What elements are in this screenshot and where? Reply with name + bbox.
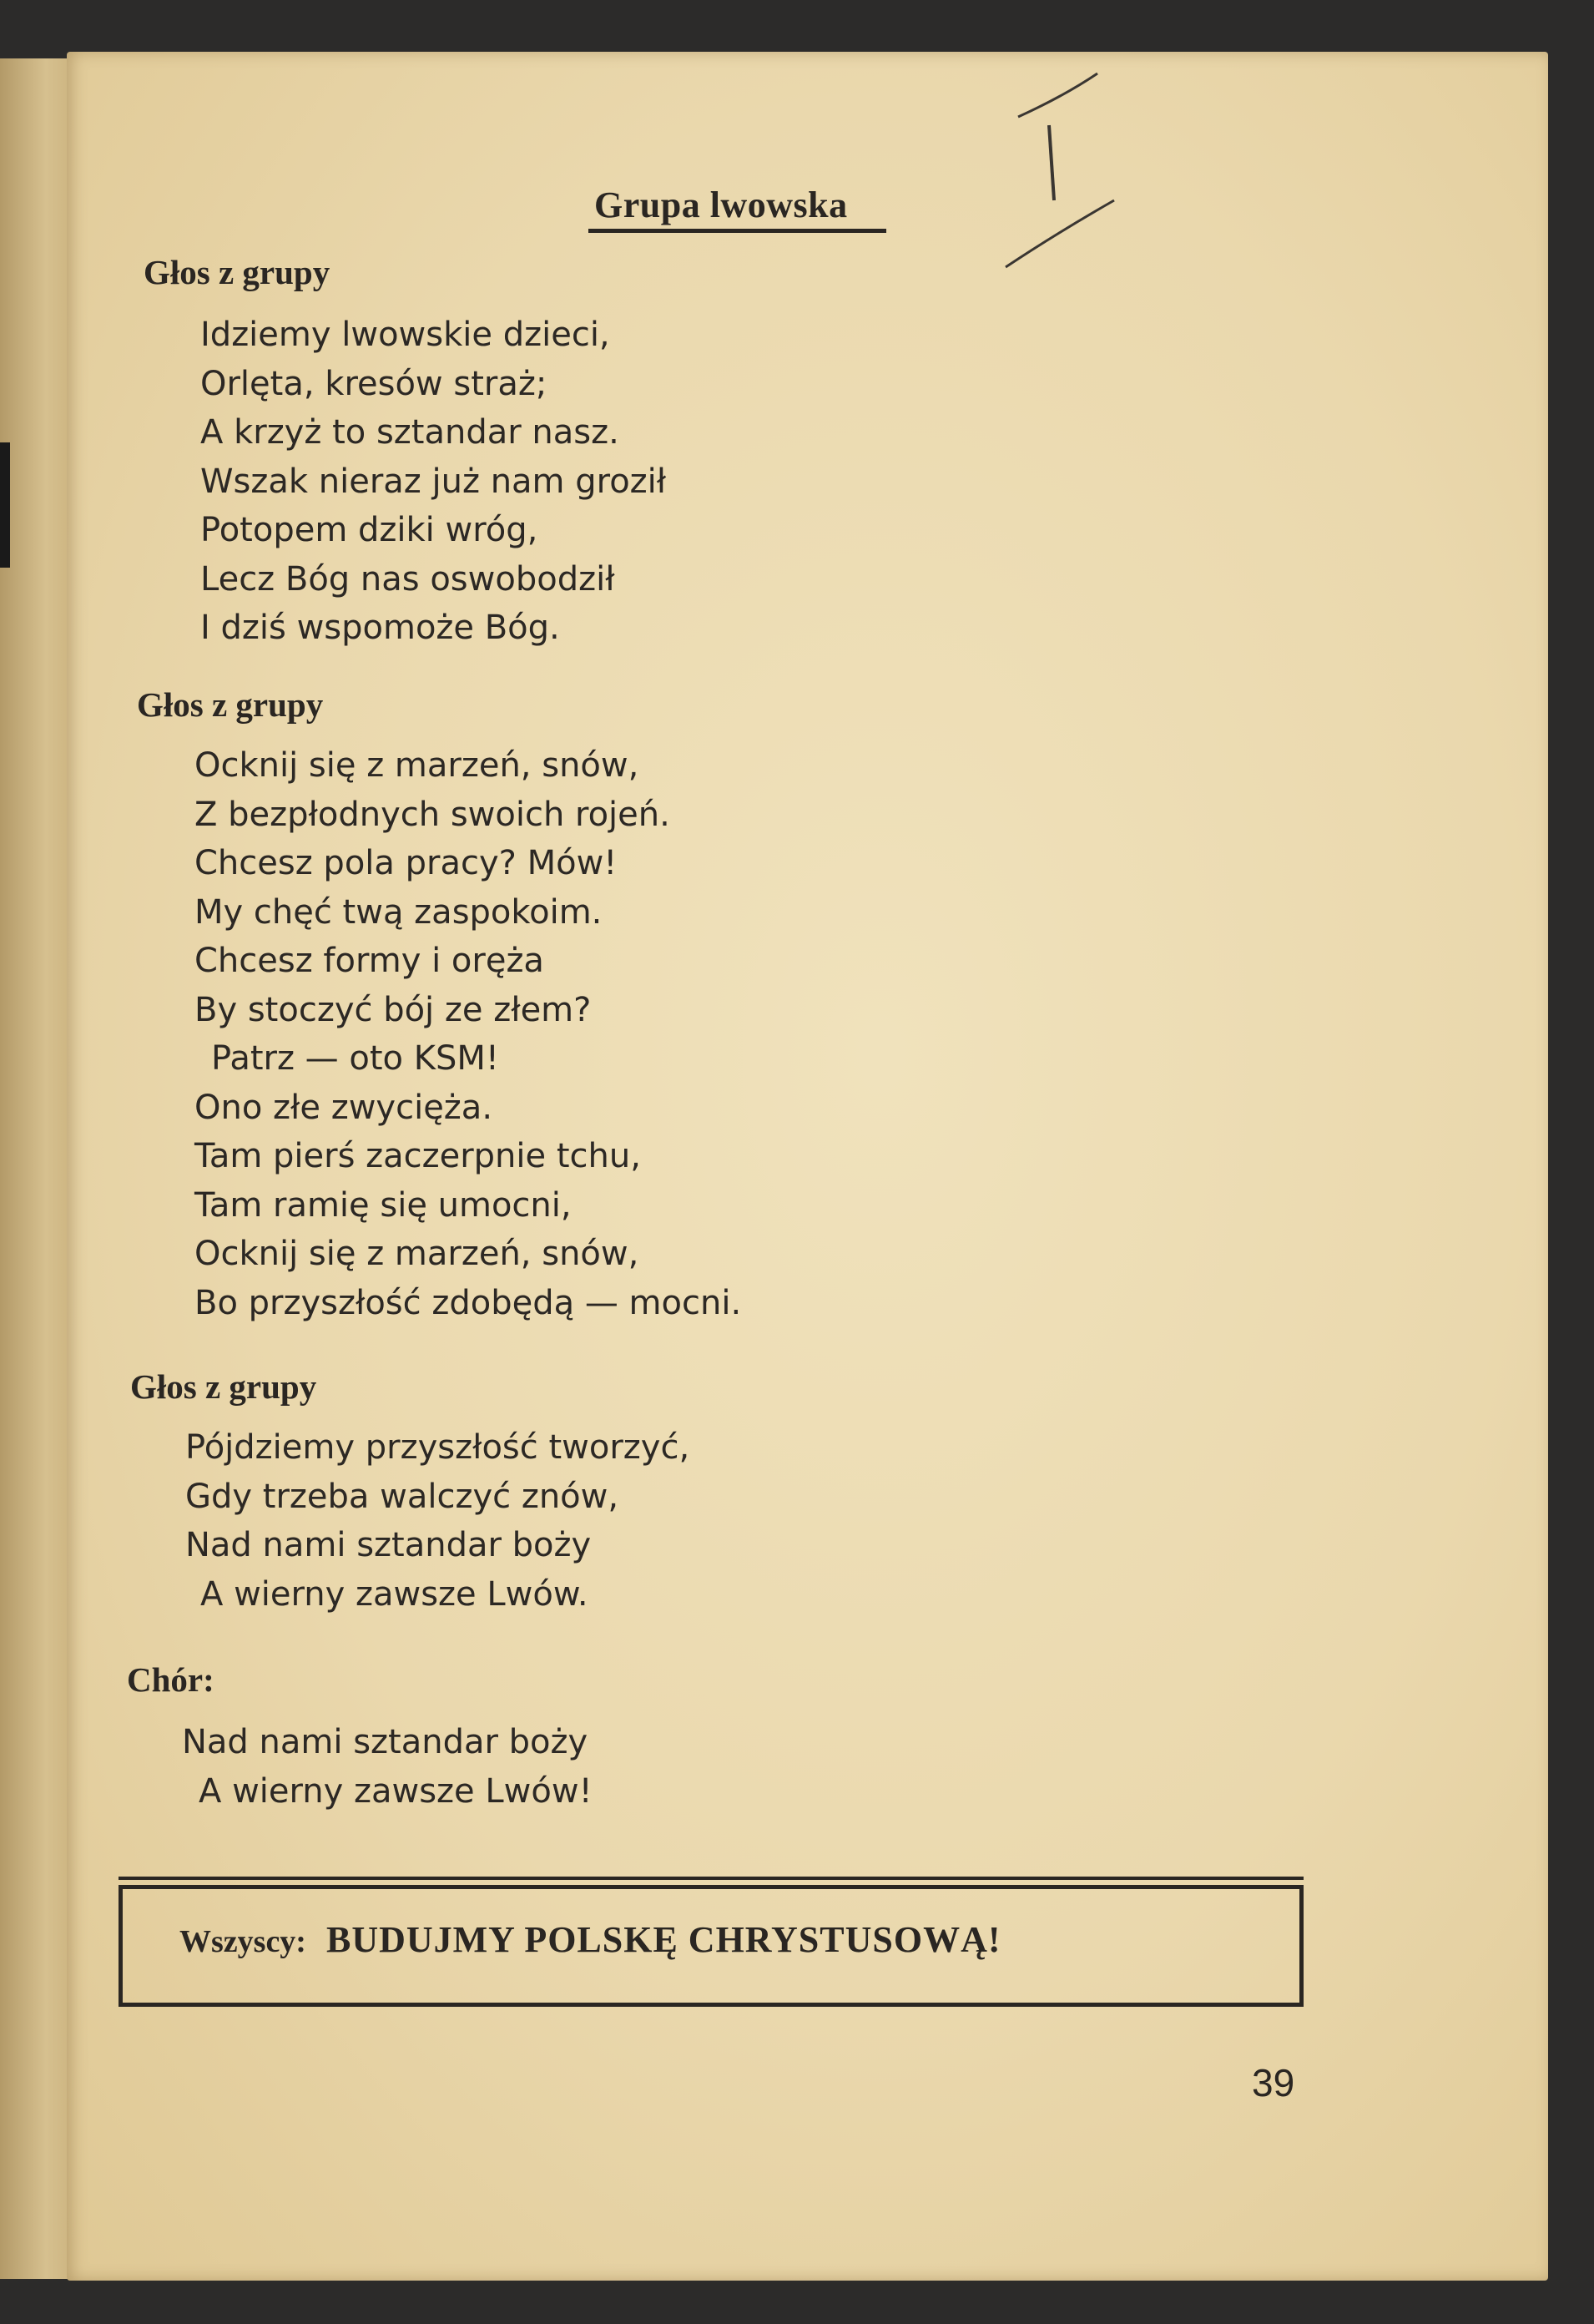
stanza-2 <box>194 741 741 1327</box>
slogan-speaker: Wszyscy: <box>179 1924 306 1959</box>
verse-line: Ocknij się z marzeń, snów, <box>194 1235 639 1273</box>
verse-line: Idziemy lwowskie dzieci, <box>200 316 610 354</box>
speaker-label: Głos z grupy <box>144 253 330 291</box>
speaker-label: Chór: <box>127 1660 214 1699</box>
verse-line: My chęć twą zaspokoim. <box>194 892 603 932</box>
page-number: 39 <box>1252 2061 1295 2104</box>
stanza-3 <box>185 1423 689 1619</box>
binding-tab <box>0 442 10 568</box>
page-title: Grupa lwowska <box>594 184 848 225</box>
verse-line: Lecz Bóg nas oswobodził <box>200 559 615 599</box>
speaker-label: Głos z grupy <box>137 685 324 724</box>
verse-line: Potopem dziki wróg, <box>200 511 538 549</box>
verse-line: Nad nami sztandar boży <box>185 1526 592 1564</box>
stanza-4 <box>182 1718 593 1816</box>
box-rule <box>119 1877 1304 1880</box>
verse-line: Tam pierś zaczerpnie tchu, <box>194 1137 641 1175</box>
stanza-1 <box>200 311 666 653</box>
verse-line: I dziś wspomoże Bóg. <box>200 609 560 647</box>
verse-line: By stoczyć bój ze złem? <box>194 990 592 1029</box>
verse-line: Wszak nieraz już nam groził <box>200 462 667 501</box>
speaker-label: Głos z grupy <box>130 1367 317 1406</box>
verse-line: Pójdziemy przyszłość tworzyć, <box>185 1428 690 1467</box>
verse-line: Ono złe zwycięża. <box>194 1088 493 1127</box>
title-underline <box>588 229 886 233</box>
slogan-line <box>179 1918 1001 1961</box>
verse-line: A wierny zawsze Lwów! <box>199 1771 593 1811</box>
verse-line: Nad nami sztandar boży <box>182 1723 588 1761</box>
pencil-mark-icon <box>997 67 1131 284</box>
verse-line: Tam ramię się umocni, <box>194 1185 572 1225</box>
verse-line: Bo przyszłość zdobędą — mocni. <box>194 1283 742 1322</box>
verse-line: A krzyż to sztandar nasz. <box>200 413 619 452</box>
slogan-text: BUDUJMY POLSKĘ CHRYSTUSOWĄ! <box>325 1919 1001 1960</box>
verse-line: Orlęta, kresów straż; <box>200 364 547 403</box>
verse-line: Z bezpłodnych swoich rojeń. <box>194 795 670 834</box>
verse-line: Ocknij się z marzeń, snów, <box>194 746 639 785</box>
verse-line: Chcesz pola pracy? Mów! <box>194 844 618 882</box>
verse-line: Gdy trzeba walczyć znów, <box>185 1477 619 1516</box>
verse-line: Chcesz formy i oręża <box>194 942 544 980</box>
verse-line: A wierny zawsze Lwów. <box>200 1574 588 1614</box>
verse-line: Patrz — oto KSM! <box>211 1039 499 1078</box>
